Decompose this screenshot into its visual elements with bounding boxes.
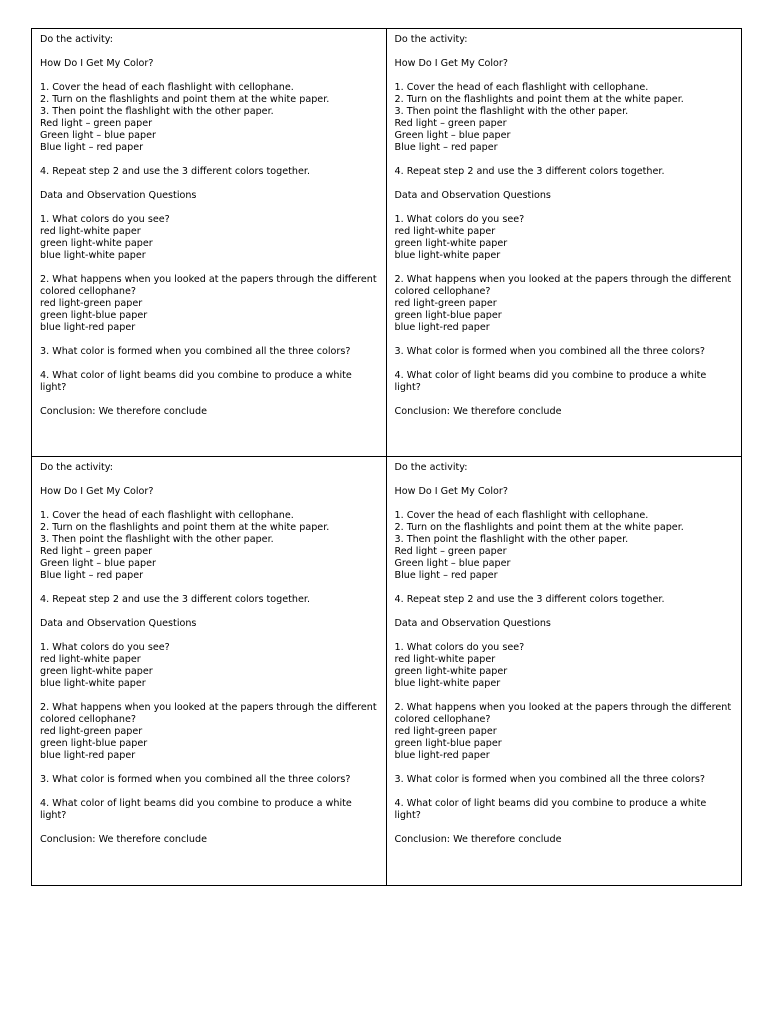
steps-list	[395, 82, 734, 154]
activity-card-grid	[31, 28, 742, 886]
steps-list	[395, 510, 734, 582]
answer-line: red light-green paper	[394, 298, 497, 309]
answer-line: blue light-red paper	[394, 750, 490, 761]
question-2	[395, 274, 734, 334]
conclusion: Conclusion: We therefore conclude	[40, 406, 207, 417]
step-line: 2. Turn on the flashlights and point them at the white paper.	[40, 94, 330, 105]
answer-line: green light-white paper	[394, 666, 508, 677]
question-line: 1. What colors do you see?	[40, 642, 170, 653]
answer-line: green light-white paper	[40, 238, 153, 249]
question-2	[395, 702, 734, 762]
step-line: Red light – green paper	[40, 118, 153, 129]
data-heading: Data and Observation Questions	[394, 618, 551, 629]
step-line: 2. Turn on the flashlights and point them at the white paper.	[394, 94, 684, 105]
card-title: How Do I Get My Color?	[40, 58, 154, 69]
step-line: 1. Cover the head of each flashlight with cellophane.	[394, 510, 649, 521]
step-line: 1. Cover the head of each flashlight with cellophane.	[40, 510, 294, 521]
step-4: 4. Repeat step 2 and use the 3 different colors together.	[40, 166, 311, 177]
question-line: 1. What colors do you see?	[394, 642, 525, 653]
answer-line: red light-green paper	[40, 298, 143, 309]
card-title: How Do I Get My Color?	[394, 486, 508, 497]
answer-line: green light-blue paper	[40, 738, 148, 749]
card-heading: Do the activity:	[40, 462, 113, 473]
data-heading: Data and Observation Questions	[394, 190, 551, 201]
answer-line: blue light-white paper	[394, 250, 501, 261]
answer-line: red light-white paper	[394, 226, 496, 237]
activity-card	[387, 28, 743, 457]
question-1	[395, 642, 734, 690]
answer-line: blue light-red paper	[40, 322, 136, 333]
question-1	[395, 214, 734, 262]
answer-line: green light-white paper	[40, 666, 153, 677]
step-line: 3. Then point the flashlight with the other paper.	[394, 534, 629, 545]
step-line: Blue light – red paper	[394, 142, 498, 153]
answer-line: blue light-white paper	[40, 678, 146, 689]
card-heading: Do the activity:	[394, 462, 468, 473]
steps-list	[40, 82, 378, 154]
conclusion: Conclusion: We therefore conclude	[394, 834, 562, 845]
step-line: Green light – blue paper	[40, 558, 156, 569]
answer-line: red light-white paper	[40, 226, 141, 237]
question-4: 4. What color of light beams did you combine to produce a white light?	[40, 370, 352, 393]
step-line: 2. Turn on the flashlights and point them at the white paper.	[40, 522, 330, 533]
question-line: 1. What colors do you see?	[40, 214, 170, 225]
conclusion: Conclusion: We therefore conclude	[40, 834, 207, 845]
step-line: 3. Then point the flashlight with the other paper.	[40, 106, 274, 117]
answer-line: green light-blue paper	[394, 310, 502, 321]
step-line: Green light – blue paper	[394, 130, 511, 141]
data-heading: Data and Observation Questions	[40, 190, 197, 201]
answer-line: green light-white paper	[394, 238, 508, 249]
question-line: 1. What colors do you see?	[394, 214, 525, 225]
activity-card	[31, 457, 387, 886]
question-2	[40, 702, 378, 762]
steps-list	[40, 510, 378, 582]
step-4: 4. Repeat step 2 and use the 3 different colors together.	[394, 594, 665, 605]
step-line: Blue light – red paper	[40, 570, 144, 581]
answer-line: red light-green paper	[394, 726, 497, 737]
step-line: Red light – green paper	[394, 118, 507, 129]
step-line: 3. Then point the flashlight with the other paper.	[40, 534, 274, 545]
answer-line: red light-white paper	[40, 654, 141, 665]
step-4: 4. Repeat step 2 and use the 3 different colors together.	[394, 166, 665, 177]
card-heading: Do the activity:	[394, 34, 468, 45]
step-line: Blue light – red paper	[394, 570, 498, 581]
answer-line: blue light-white paper	[40, 250, 146, 261]
question-2	[40, 274, 378, 334]
step-line: Green light – blue paper	[394, 558, 511, 569]
activity-card	[387, 457, 743, 886]
answer-line: red light-green paper	[40, 726, 143, 737]
card-heading: Do the activity:	[40, 34, 113, 45]
step-line: Green light – blue paper	[40, 130, 156, 141]
step-line: 3. Then point the flashlight with the other paper.	[394, 106, 629, 117]
card-row-bottom	[31, 457, 742, 886]
answer-line: blue light-red paper	[394, 322, 490, 333]
conclusion: Conclusion: We therefore conclude	[394, 406, 562, 417]
step-line: 1. Cover the head of each flashlight with cellophane.	[394, 82, 649, 93]
answer-line: blue light-red paper	[40, 750, 136, 761]
step-line: Red light – green paper	[40, 546, 153, 557]
answer-line: red light-white paper	[394, 654, 496, 665]
data-heading: Data and Observation Questions	[40, 618, 197, 629]
step-line: 2. Turn on the flashlights and point them at the white paper.	[394, 522, 684, 533]
answer-line: green light-blue paper	[40, 310, 148, 321]
step-line: 1. Cover the head of each flashlight with cellophane.	[40, 82, 294, 93]
question-line: 2. What happens when you looked at the papers through the different colored cellophane?	[40, 274, 377, 297]
step-line: Red light – green paper	[394, 546, 507, 557]
step-4: 4. Repeat step 2 and use the 3 different colors together.	[40, 594, 311, 605]
question-3: 3. What color is formed when you combined all the three colors?	[40, 346, 351, 357]
card-title: How Do I Get My Color?	[394, 58, 508, 69]
answer-line: green light-blue paper	[394, 738, 502, 749]
question-1	[40, 214, 378, 262]
question-1	[40, 642, 378, 690]
card-row-top	[31, 28, 742, 457]
step-line: Blue light – red paper	[40, 142, 144, 153]
question-4: 4. What color of light beams did you combine to produce a white light?	[394, 370, 707, 393]
question-3: 3. What color is formed when you combined all the three colors?	[40, 774, 351, 785]
question-line: 2. What happens when you looked at the papers through the different colored cellophane?	[394, 702, 732, 725]
answer-line: blue light-white paper	[394, 678, 501, 689]
question-4: 4. What color of light beams did you combine to produce a white light?	[40, 798, 352, 821]
question-line: 2. What happens when you looked at the papers through the different colored cellophane?	[394, 274, 732, 297]
activity-card	[31, 28, 387, 457]
question-4: 4. What color of light beams did you combine to produce a white light?	[394, 798, 707, 821]
question-3: 3. What color is formed when you combined all the three colors?	[394, 346, 705, 357]
question-3: 3. What color is formed when you combined all the three colors?	[394, 774, 705, 785]
question-line: 2. What happens when you looked at the papers through the different colored cellophane?	[40, 702, 377, 725]
card-title: How Do I Get My Color?	[40, 486, 154, 497]
